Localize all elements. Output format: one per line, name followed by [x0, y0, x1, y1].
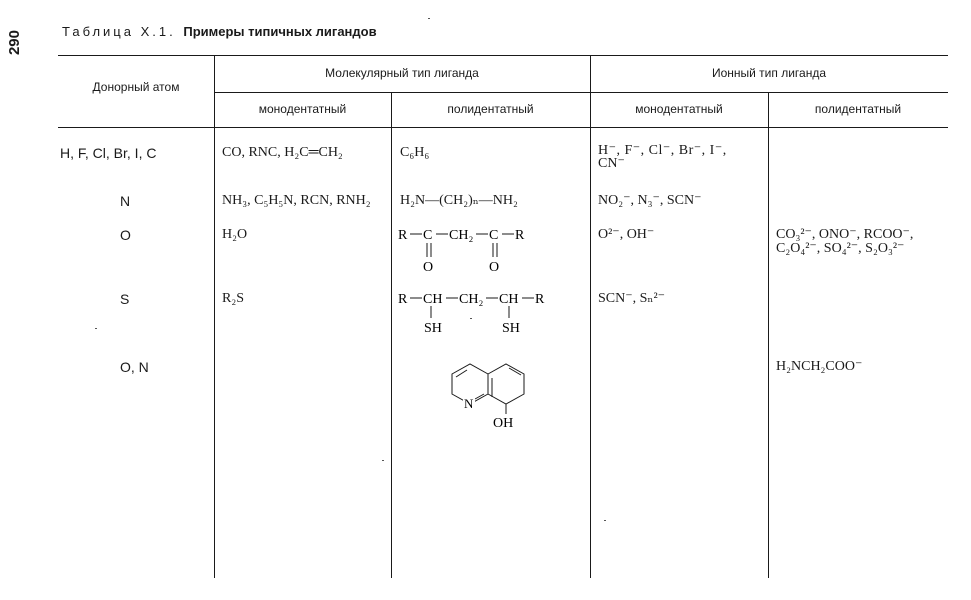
acac-o1: O — [423, 260, 434, 275]
row2-ion-mono: NO₂⁻, N₃⁻, SCN⁻ — [598, 193, 702, 208]
caption-label: Таблица X.1. — [62, 24, 176, 39]
rule-col-4 — [768, 92, 769, 578]
rule-header-bottom — [58, 127, 948, 128]
header-molecular: Молекулярный тип лиганда — [325, 66, 479, 80]
acetylacetone-structure — [396, 220, 556, 276]
header-poly-molecular: полидентатный — [447, 102, 534, 116]
dithiol-sh2: SH — [502, 321, 520, 336]
acac-o2: O — [489, 260, 500, 275]
row4-ion-mono: SCN⁻, Sₙ²⁻ — [598, 291, 666, 306]
row1-ion-mono-line1: H⁻, F⁻, Cl⁻, Br⁻, I⁻, — [598, 143, 727, 158]
donor-o-n: O, N — [120, 359, 149, 375]
dithiol-structure — [396, 284, 566, 336]
donor-s: S — [120, 291, 130, 307]
acac-ch2: CH₂ — [449, 228, 474, 243]
page-number: 290 — [6, 30, 23, 56]
rule-col-1 — [214, 55, 215, 578]
dithiol-r2: R — [535, 292, 545, 307]
donor-halogens: H, F, Cl, Br, I, C — [60, 145, 157, 161]
rule-top — [58, 55, 948, 56]
row3-mol-mono: H₂O — [222, 227, 248, 242]
acac-c1: C — [423, 228, 433, 243]
print-speck — [382, 460, 384, 461]
caption-title: Примеры типичных лигандов — [183, 24, 377, 39]
acac-r2: R — [515, 228, 525, 243]
dithiol-r1: R — [398, 292, 408, 307]
row2-mol-mono: NH₃, C₅H₅N, RCN, RNH₂ — [222, 193, 371, 208]
acac-c2: C — [489, 228, 499, 243]
rule-col-3 — [590, 55, 591, 578]
row5-ion-poly: H₂NCH₂COO⁻ — [776, 359, 863, 374]
header-mono-molecular: монодентатный — [258, 102, 347, 116]
row1-mol-mono: CO, RNC, H₂C═CH₂ — [222, 145, 343, 160]
donor-n: N — [120, 193, 131, 209]
row1-ion-mono-line2: CN⁻ — [598, 156, 625, 171]
print-speck — [95, 328, 97, 329]
dithiol-sh1: SH — [424, 321, 442, 336]
rule-col-2 — [391, 92, 392, 578]
header-poly-ionic: полидентатный — [814, 102, 902, 116]
row3-ion-poly-line1: CO₃²⁻, ONO⁻, RCOO⁻, — [776, 227, 914, 242]
row1-mol-poly: C₆H₆ — [400, 145, 430, 160]
donor-o: O — [120, 227, 131, 243]
row2-mol-poly: H₂N—(CH₂)ₙ—NH₂ — [400, 193, 518, 208]
print-speck — [604, 520, 606, 521]
table-caption — [62, 24, 377, 39]
row4-mol-mono: R₂S — [222, 291, 245, 306]
header-ionic: Ионный тип лиганда — [711, 66, 827, 80]
dithiol-ch1: CH — [423, 292, 443, 307]
row3-ion-mono: O²⁻, OH⁻ — [598, 227, 655, 242]
header-donor: Донорный атом — [92, 80, 180, 94]
row3-ion-poly-line2: C₂O₄²⁻, SO₄²⁻, S₂O₃²⁻ — [776, 241, 905, 256]
hydroxyquinoline-structure — [446, 352, 526, 432]
rule-subheader — [214, 92, 948, 93]
dithiol-ch3: CH — [499, 292, 519, 307]
hq-oh: OH — [493, 416, 514, 431]
print-speck — [470, 318, 472, 319]
acac-r1: R — [398, 228, 408, 243]
header-mono-ionic: монодентатный — [635, 102, 723, 116]
hq-n: N — [464, 396, 474, 411]
dithiol-ch2: CH₂ — [459, 292, 484, 307]
print-speck — [428, 18, 430, 19]
